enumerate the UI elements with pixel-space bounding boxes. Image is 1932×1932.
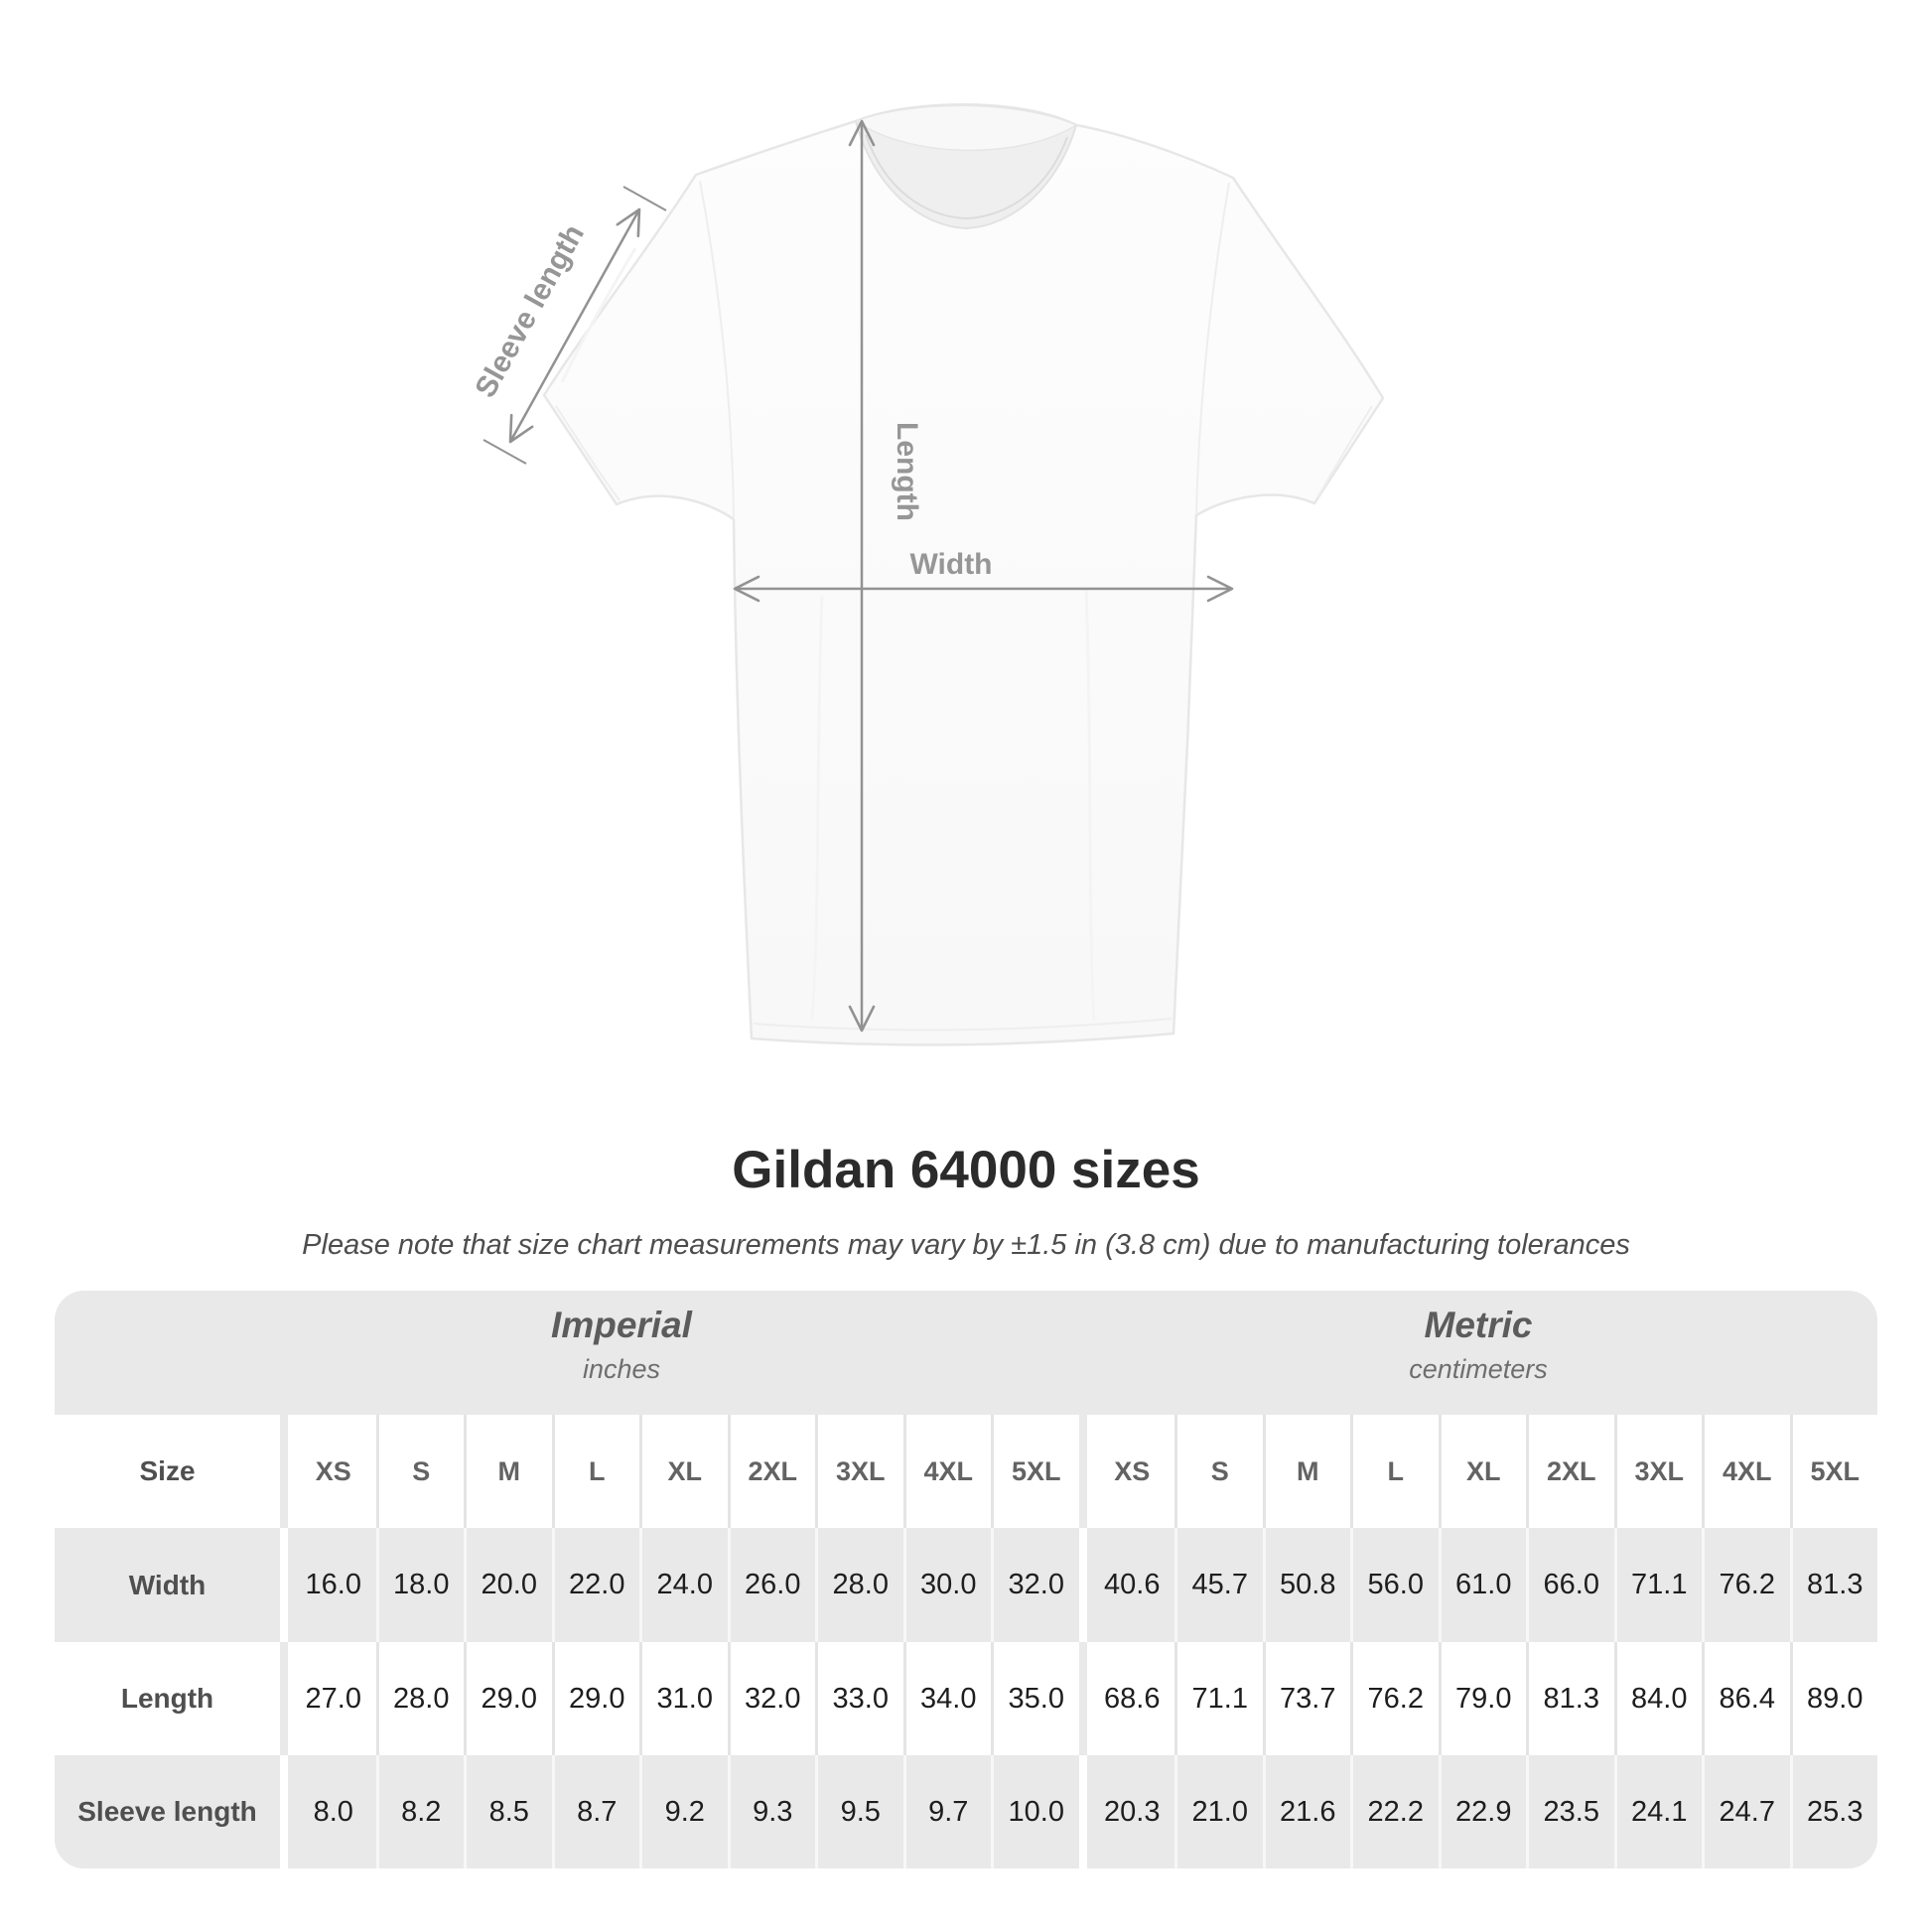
length-value: 71.1 bbox=[1174, 1642, 1263, 1755]
length-value: 33.0 bbox=[815, 1642, 903, 1755]
width-value: 76.2 bbox=[1702, 1528, 1790, 1642]
table-row-width bbox=[55, 1528, 1877, 1642]
sleeve-value: 24.1 bbox=[1614, 1755, 1703, 1868]
width-value: 56.0 bbox=[1350, 1528, 1439, 1642]
sleeve-value: 22.2 bbox=[1350, 1755, 1439, 1868]
sleeve-value: 9.7 bbox=[903, 1755, 992, 1868]
sleeve-value: 24.7 bbox=[1702, 1755, 1790, 1868]
width-value: 71.1 bbox=[1614, 1528, 1703, 1642]
imperial-unit: inches bbox=[582, 1354, 661, 1384]
size-col-header: L bbox=[552, 1415, 640, 1528]
length-label: Length bbox=[891, 422, 923, 521]
imperial-header: Imperial bbox=[551, 1305, 692, 1345]
size-col-header: 4XL bbox=[1702, 1415, 1790, 1528]
row-header-length: Length bbox=[120, 1683, 214, 1714]
width-value: 40.6 bbox=[1104, 1569, 1161, 1600]
metric-header: Metric bbox=[1424, 1305, 1533, 1345]
size-col-header: S bbox=[376, 1415, 465, 1528]
length-value: 29.0 bbox=[552, 1642, 640, 1755]
unit-divider bbox=[1079, 1755, 1087, 1868]
length-value: 32.0 bbox=[728, 1642, 816, 1755]
width-value: 20.0 bbox=[464, 1528, 552, 1642]
unit-divider bbox=[1079, 1642, 1087, 1755]
sleeve-value: 22.9 bbox=[1439, 1755, 1527, 1868]
width-value: 45.7 bbox=[1174, 1528, 1263, 1642]
sleeve-value: 9.5 bbox=[815, 1755, 903, 1868]
sleeve-value: 10.0 bbox=[991, 1755, 1079, 1868]
sleeve-value: 9.3 bbox=[728, 1755, 816, 1868]
size-col-header: 5XL bbox=[1790, 1415, 1878, 1528]
imperial-header-group bbox=[551, 1305, 692, 1386]
length-value: 89.0 bbox=[1790, 1642, 1878, 1755]
length-value: 76.2 bbox=[1350, 1642, 1439, 1755]
length-value: 35.0 bbox=[991, 1642, 1079, 1755]
sleeve-value: 21.0 bbox=[1174, 1755, 1263, 1868]
row-header-size: Size bbox=[139, 1455, 196, 1486]
length-value: 31.0 bbox=[639, 1642, 728, 1755]
width-value: 16.0 bbox=[305, 1569, 361, 1600]
row-header-width: Width bbox=[128, 1569, 207, 1600]
unit-divider bbox=[1079, 1415, 1087, 1528]
sleeve-length-label: Sleeve length bbox=[469, 218, 592, 403]
size-col-header: M bbox=[1263, 1415, 1351, 1528]
sleeve-value: 8.0 bbox=[313, 1795, 353, 1828]
size-col-header: XS bbox=[315, 1455, 351, 1486]
table-row-sleeve-length bbox=[55, 1755, 1877, 1868]
metric-header-group bbox=[1409, 1305, 1548, 1386]
size-col-header: S bbox=[1174, 1415, 1263, 1528]
sleeve-value: 8.7 bbox=[552, 1755, 640, 1868]
length-value: 86.4 bbox=[1702, 1642, 1790, 1755]
size-col-header: XL bbox=[639, 1415, 728, 1528]
width-value: 61.0 bbox=[1439, 1528, 1527, 1642]
column-divider bbox=[280, 1755, 288, 1868]
size-col-header: 5XL bbox=[991, 1415, 1079, 1528]
tolerance-note: Please note that size chart measurements may vary by ±1.5 in (3.8 cm) due to manufacturing tolerances bbox=[302, 1229, 1630, 1261]
length-value: 28.0 bbox=[376, 1642, 465, 1755]
width-value: 28.0 bbox=[815, 1528, 903, 1642]
length-value: 27.0 bbox=[305, 1682, 361, 1715]
length-value: 68.6 bbox=[1104, 1682, 1161, 1715]
size-table bbox=[55, 1291, 1877, 1868]
sleeve-value: 21.6 bbox=[1263, 1755, 1351, 1868]
sleeve-length-cap-bottom bbox=[483, 440, 526, 464]
page-title: Gildan 64000 sizes bbox=[732, 1141, 1200, 1199]
length-value: 34.0 bbox=[903, 1642, 992, 1755]
width-value: 26.0 bbox=[728, 1528, 816, 1642]
width-value: 81.3 bbox=[1790, 1528, 1878, 1642]
length-value: 81.3 bbox=[1526, 1642, 1614, 1755]
column-divider bbox=[280, 1642, 288, 1755]
size-col-header: XS bbox=[1114, 1455, 1151, 1486]
size-col-header: 3XL bbox=[1614, 1415, 1703, 1528]
size-col-header: 3XL bbox=[815, 1415, 903, 1528]
width-value: 24.0 bbox=[639, 1528, 728, 1642]
sleeve-value: 20.3 bbox=[1104, 1795, 1161, 1828]
size-col-header: 2XL bbox=[1526, 1415, 1614, 1528]
length-value: 79.0 bbox=[1439, 1642, 1527, 1755]
length-value: 29.0 bbox=[464, 1642, 552, 1755]
table-row-sizes bbox=[55, 1415, 1877, 1528]
sleeve-value: 8.2 bbox=[376, 1755, 465, 1868]
size-col-header: M bbox=[464, 1415, 552, 1528]
width-label: Width bbox=[909, 548, 993, 581]
sleeve-value: 8.5 bbox=[464, 1755, 552, 1868]
width-value: 50.8 bbox=[1263, 1528, 1351, 1642]
column-divider bbox=[280, 1528, 288, 1642]
sleeve-length-cap-top bbox=[623, 187, 666, 210]
column-divider bbox=[280, 1415, 288, 1528]
width-value: 30.0 bbox=[903, 1528, 992, 1642]
width-value: 22.0 bbox=[552, 1528, 640, 1642]
sleeve-value: 25.3 bbox=[1790, 1755, 1878, 1868]
row-header-sleeve-length: Sleeve length bbox=[77, 1796, 257, 1827]
sleeve-value: 23.5 bbox=[1526, 1755, 1614, 1868]
size-col-header: 2XL bbox=[728, 1415, 816, 1528]
size-col-header: 4XL bbox=[903, 1415, 992, 1528]
length-value: 73.7 bbox=[1263, 1642, 1351, 1755]
width-value: 18.0 bbox=[376, 1528, 465, 1642]
size-col-header: XL bbox=[1439, 1415, 1527, 1528]
unit-header-band bbox=[55, 1291, 1877, 1415]
size-col-header: L bbox=[1350, 1415, 1439, 1528]
length-value: 84.0 bbox=[1614, 1642, 1703, 1755]
unit-divider bbox=[1079, 1528, 1087, 1642]
table-row-length bbox=[55, 1642, 1877, 1755]
width-value: 66.0 bbox=[1526, 1528, 1614, 1642]
sleeve-value: 9.2 bbox=[639, 1755, 728, 1868]
width-value: 32.0 bbox=[991, 1528, 1079, 1642]
metric-unit: centimeters bbox=[1409, 1354, 1548, 1384]
